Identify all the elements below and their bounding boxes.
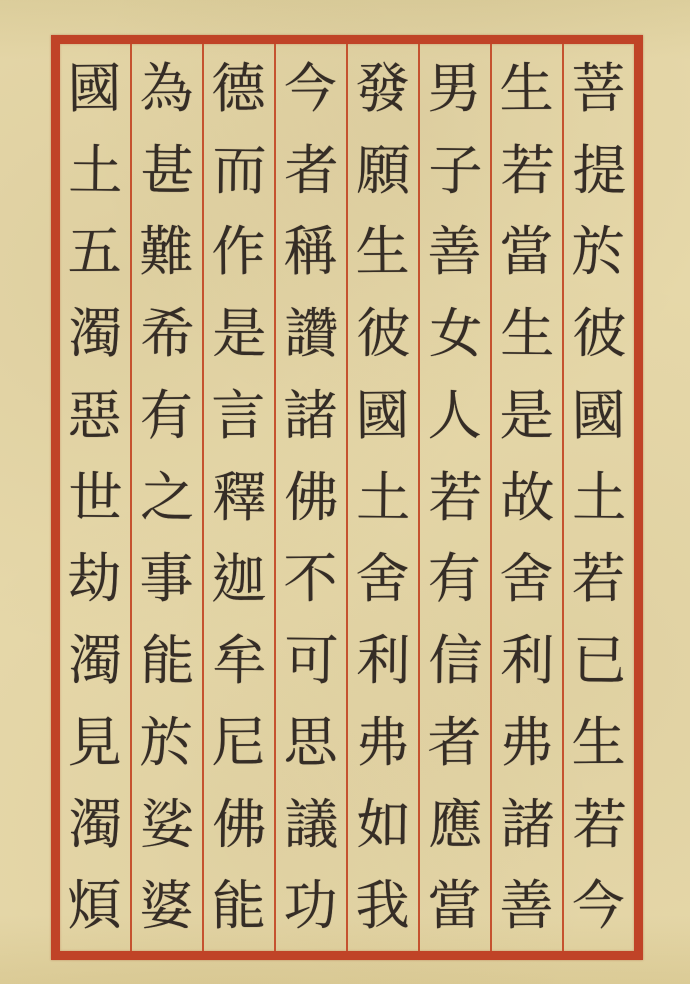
- calligraphy-character: 為: [139, 56, 194, 121]
- text-column-6: [202, 44, 274, 951]
- calligraphy-character: 國: [355, 383, 410, 448]
- calligraphy-character: 願: [356, 138, 411, 202]
- calligraphy-character: 釋: [212, 465, 267, 529]
- calligraphy-character: 提: [572, 138, 627, 202]
- calligraphy-character: 諸: [500, 792, 555, 856]
- calligraphy-character: 如: [356, 792, 411, 856]
- calligraphy-character: 利: [500, 628, 555, 693]
- calligraphy-character: 若: [572, 792, 627, 856]
- calligraphy-character: 應: [428, 792, 483, 856]
- calligraphy-character: 我: [355, 873, 410, 938]
- calligraphy-character: 見: [67, 710, 122, 774]
- calligraphy-character: 利: [356, 628, 411, 693]
- text-column-8: [60, 44, 130, 951]
- calligraphy-character: 彼: [356, 301, 411, 366]
- calligraphy-character: 當: [499, 220, 554, 284]
- calligraphy-character: 故: [500, 465, 555, 529]
- calligraphy-character: 若: [500, 138, 555, 202]
- calligraphy-character: 當: [427, 873, 482, 938]
- calligraphy-character: 諸: [283, 383, 338, 448]
- calligraphy-character: 煩: [67, 873, 122, 938]
- calligraphy-character: 思: [283, 710, 338, 774]
- calligraphy-character: 生: [500, 301, 555, 366]
- calligraphy-character: 弗: [499, 710, 554, 774]
- calligraphy-character: 議: [284, 792, 339, 856]
- text-column-2: [490, 44, 562, 951]
- calligraphy-character: 於: [571, 220, 626, 284]
- calligraphy-character: 已: [572, 628, 627, 693]
- calligraphy-character: 菩: [571, 56, 626, 121]
- calligraphy-character: 彼: [572, 301, 627, 366]
- calligraphy-character: 能: [140, 628, 195, 693]
- calligraphy-character: 土: [356, 465, 411, 529]
- text-column-3: [418, 44, 490, 951]
- calligraphy-character: 國: [67, 56, 122, 121]
- calligraphy-character: 婆: [139, 873, 194, 938]
- calligraphy-character: 佛: [212, 792, 267, 856]
- calligraphy-character: 不: [283, 547, 338, 611]
- calligraphy-character: 今: [283, 56, 338, 121]
- calligraphy-character: 男: [427, 56, 482, 121]
- calligraphy-character: 娑: [140, 792, 195, 856]
- calligraphy-character: 濁: [68, 301, 123, 366]
- text-columns: [60, 44, 634, 951]
- text-column-5: [274, 44, 346, 951]
- calligraphy-character: 言: [211, 383, 266, 448]
- calligraphy-character: 於: [139, 710, 194, 774]
- calligraphy-character: 子: [428, 138, 483, 202]
- calligraphy-character: 發: [355, 56, 410, 121]
- calligraphy-character: 讚: [284, 301, 339, 366]
- text-column-7: [130, 44, 202, 951]
- calligraphy-character: 者: [284, 138, 339, 202]
- text-column-4: [346, 44, 418, 951]
- calligraphy-character: 稱: [283, 220, 338, 284]
- calligraphy-character: 者: [427, 710, 482, 774]
- calligraphy-character: 舍: [355, 547, 410, 611]
- calligraphy-character: 德: [211, 56, 266, 121]
- calligraphy-character: 是: [212, 301, 267, 366]
- calligraphy-character: 生: [499, 56, 554, 121]
- calligraphy-character: 善: [427, 220, 482, 284]
- calligraphy-character: 而: [212, 138, 267, 202]
- calligraphy-character: 土: [68, 138, 123, 202]
- calligraphy-character: 迦: [211, 547, 266, 611]
- calligraphy-character: 可: [284, 628, 339, 693]
- calligraphy-character: 劫: [67, 547, 122, 611]
- calligraphy-character: 惡: [67, 383, 122, 448]
- calligraphy-character: 若: [428, 465, 483, 529]
- calligraphy-character: 女: [428, 301, 483, 366]
- calligraphy-character: 功: [283, 873, 338, 938]
- calligraphy-character: 若: [571, 547, 626, 611]
- calligraphy-character: 作: [211, 220, 266, 284]
- calligraphy-character: 土: [572, 465, 627, 529]
- calligraphy-character: 舍: [499, 547, 554, 611]
- red-border-frame: [51, 35, 643, 960]
- calligraphy-character: 佛: [284, 465, 339, 529]
- calligraphy-character: 之: [140, 465, 195, 529]
- calligraphy-character: 國: [571, 383, 626, 448]
- calligraphy-character: 濁: [68, 792, 123, 856]
- calligraphy-character: 有: [427, 547, 482, 611]
- calligraphy-character: 弗: [355, 710, 410, 774]
- calligraphy-character: 是: [499, 383, 554, 448]
- calligraphy-character: 有: [139, 383, 194, 448]
- calligraphy-character: 善: [499, 873, 554, 938]
- calligraphy-character: 能: [211, 873, 266, 938]
- calligraphy-character: 濁: [68, 628, 123, 693]
- calligraphy-character: 今: [571, 873, 626, 938]
- calligraphy-character: 五: [67, 220, 122, 284]
- calligraphy-character: 甚: [140, 138, 195, 202]
- calligraphy-character: 希: [140, 301, 195, 366]
- calligraphy-character: 牟: [212, 628, 267, 693]
- calligraphy-character: 信: [428, 628, 483, 693]
- calligraphy-character: 事: [139, 547, 194, 611]
- calligraphy-character: 生: [571, 710, 626, 774]
- text-column-1: [562, 44, 634, 951]
- calligraphy-character: 尼: [211, 710, 266, 774]
- calligraphy-character: 生: [355, 220, 410, 284]
- calligraphy-character: 世: [68, 465, 123, 529]
- calligraphy-character: 人: [427, 383, 482, 448]
- calligraphy-character: 難: [139, 220, 194, 284]
